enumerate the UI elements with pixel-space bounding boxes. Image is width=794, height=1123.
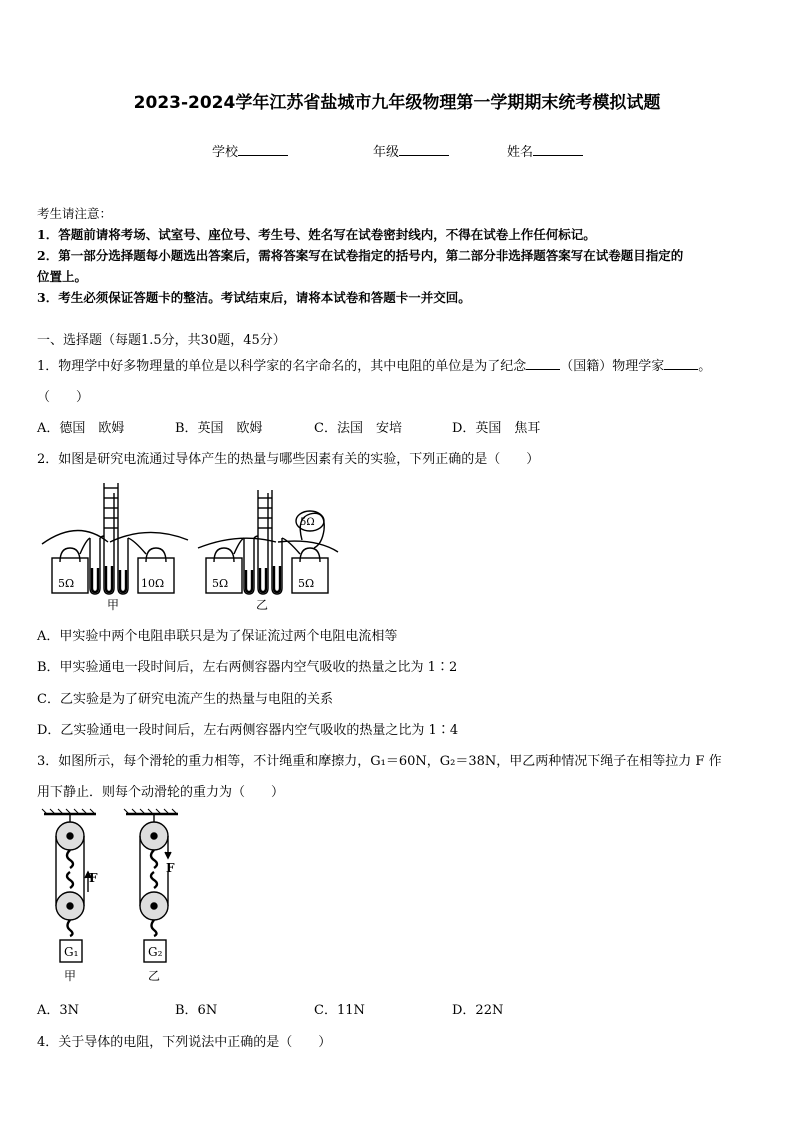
question-3-stem-line2: 用下静止．则每个动滑轮的重力为（ ） <box>37 785 285 800</box>
note-item-2-cont: 位置上。 <box>37 269 88 284</box>
q3-right-caption: 乙 <box>148 969 161 983</box>
school-field <box>212 141 288 160</box>
note-item-2: 2．第一部分选择题每小题选出答案后，需将答案写在试卷指定的括号内，第二部分非选择题答案写在试卷题目指定的 <box>37 248 684 263</box>
note-item-3: 3．考生必须保证答题卡的整洁。考试结束后，请将本试卷和答题卡一并交回。 <box>37 290 471 305</box>
q1-part3: 。 <box>698 359 712 374</box>
question-4-stem: 4．关于导体的电阻，下列说法中正确的是（ ） <box>37 1035 332 1050</box>
q2-left-r2-label: 10Ω <box>141 577 165 590</box>
q3-option-c: C．11N <box>314 1003 365 1018</box>
q3-figure-right <box>124 809 178 962</box>
name-field <box>507 141 583 160</box>
q2-option-c: C．乙实验是为了研究电流产生的热量与电阻的关系 <box>37 692 333 707</box>
page-title: 2023-2024学年江苏省盐城市九年级物理第一学期期末统考模拟试题 <box>133 93 661 113</box>
q3-option-b: B．6N <box>175 1003 218 1018</box>
q1-option-b: B．英国 欧姆 <box>175 421 263 436</box>
name-blank <box>533 143 583 156</box>
q3-right-weight-label: G₂ <box>148 945 163 959</box>
grade-field <box>373 141 449 160</box>
q2-option-a: A．甲实验中两个电阻串联只是为了保证流过两个电阻电流相等 <box>37 629 398 644</box>
school-blank <box>238 143 288 156</box>
q2-right-caption: 乙 <box>256 598 269 612</box>
q2-right-r1-label: 5Ω <box>212 577 229 590</box>
q2-option-b: B．甲实验通电一段时间后，左右两侧容器内空气吸收的热量之比为 1∶2 <box>37 660 458 675</box>
q3-right-force-label: F <box>166 861 175 875</box>
school-label: 学校 <box>212 145 239 160</box>
q3-left-caption: 甲 <box>64 969 77 983</box>
q2-left-r1-label: 5Ω <box>58 577 75 590</box>
q2-left-caption: 甲 <box>107 598 120 612</box>
q3-pulley-figure <box>38 808 198 990</box>
q1-blank-1 <box>526 357 560 370</box>
q2-circuit-figure <box>38 478 358 613</box>
q3-left-force-label: F <box>89 871 98 885</box>
q3-option-d: D．22N <box>452 1003 504 1018</box>
q3-option-a: A．3N <box>37 1003 80 1018</box>
q1-blank-2 <box>664 357 698 370</box>
q1-answer-paren: （ ） <box>37 390 90 405</box>
q1-option-d: D．英国 焦耳 <box>452 421 541 436</box>
grade-blank <box>399 143 449 156</box>
question-1-stem <box>37 355 711 374</box>
question-3-stem-line1: 3．如图所示，每个滑轮的重力相等，不计绳重和摩擦力，G₁＝60N，G₂＝38N，甲乙两种情况下绳子在相等拉力 F 作 <box>37 754 722 769</box>
q3-left-weight-label: G₁ <box>64 945 79 959</box>
name-label: 姓名 <box>507 145 534 160</box>
note-item-1: 1．答题前请将考场、试室号、座位号、考生号、姓名写在试卷密封线内，不得在试卷上作任何标记。 <box>37 227 596 242</box>
q2-right-r3-label: 5Ω <box>300 517 315 528</box>
q2-right-r2-label: 5Ω <box>298 577 315 590</box>
grade-label: 年级 <box>373 145 400 160</box>
q1-option-a: A．德国 欧姆 <box>37 421 125 436</box>
q1-part1: 1．物理学中好多物理量的单位是以科学家的名字命名的，其中电阻的单位是为了纪念 <box>37 359 527 374</box>
notes-heading: 考生请注意： <box>37 206 113 221</box>
q2-option-d: D．乙实验通电一段时间后，左右两侧容器内空气吸收的热量之比为 1∶4 <box>37 723 459 738</box>
question-2-stem: 2．如图是研究电流通过导体产生的热量与哪些因素有关的实验，下列正确的是（ ） <box>37 452 540 467</box>
q1-part2: （国籍）物理学家 <box>560 359 665 374</box>
q3-figure-left <box>42 809 96 962</box>
section-heading: 一、选择题（每题1.5分，共30题，45分） <box>37 333 286 348</box>
q1-option-c: C．法国 安培 <box>314 421 402 436</box>
